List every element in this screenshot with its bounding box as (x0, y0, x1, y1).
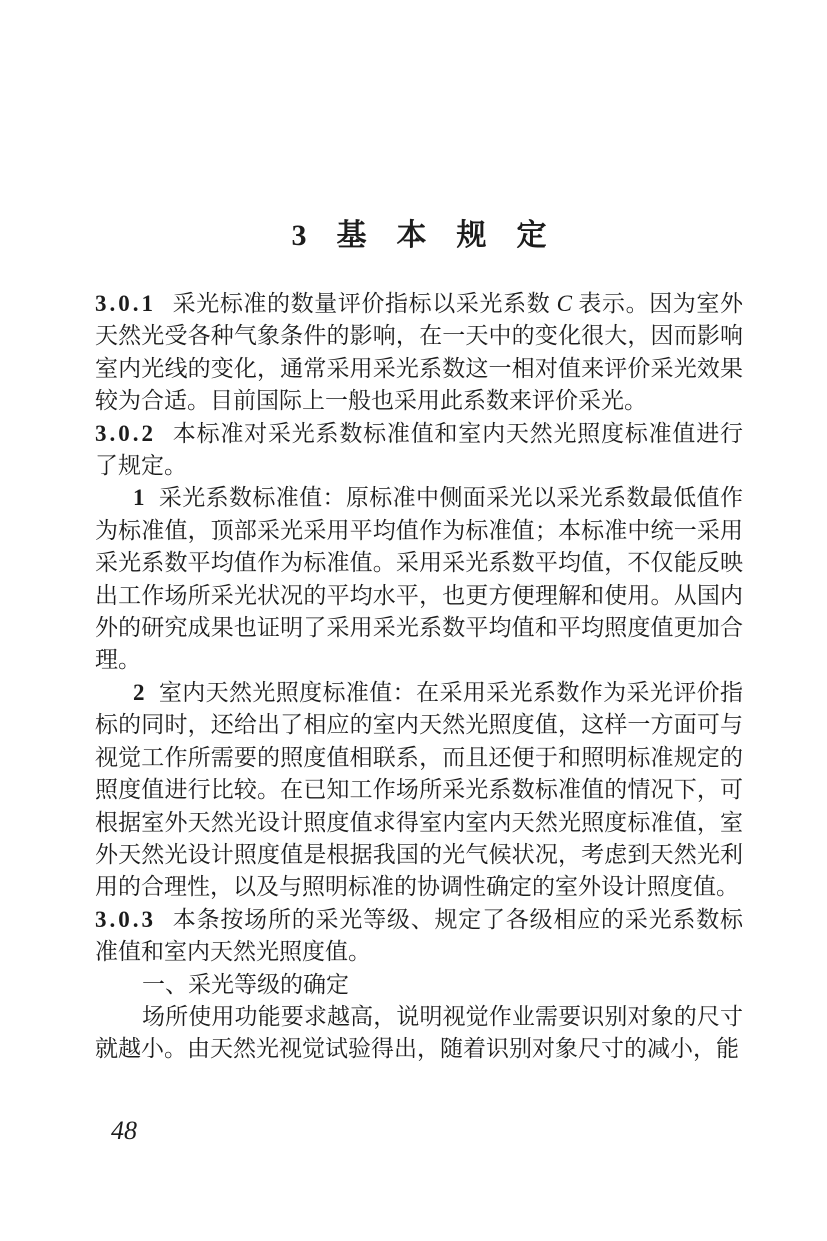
clause-2 (95, 677, 743, 904)
text-run: 本条按场所的采光等级、规定了各级相应的采光系数标准值和室内天然光照度值。 (95, 906, 743, 965)
chapter-title: 3 基 本 规 定 (291, 219, 547, 253)
text-run: 采光标准的数量评价指标以采光系数 (172, 291, 557, 316)
clause-number: 3.0.2 (95, 420, 156, 446)
clause-number: 3.0.3 (95, 906, 156, 932)
clause-3-0-3 (95, 904, 743, 969)
clause-3-0-1 (95, 288, 743, 418)
clause-3-0-2 (95, 418, 743, 483)
text-run: 一、采光等级的确定 (142, 971, 349, 997)
math-symbol: C (556, 291, 573, 316)
text-run: 本标准对采光系数标准值和室内天然光照度标准值进行了规定。 (95, 420, 743, 479)
clause-number: 3.0.1 (95, 291, 156, 316)
paragraph (95, 969, 743, 1001)
text-run: 室内天然光照度标准值：在采用采光系数作为采光评价指标的同时，还给出了相应的室内天然光照度值，这样一方面可与视觉工作所需要的照度值相联系，而且还便于和照明标准规定的照度值进行比较。在已知工作场所采光系数标准值的情况下，可根据室外天然光设计照度值求得室内室内天然光照度标准值，室外天然光设计照度值是根据我国的光气候状况，考虑到天然光利用的合理性，以及与照明标准的协调性确定的室外设计照度值。 (95, 679, 743, 900)
clause-1 (95, 482, 743, 676)
text-run: 表示。因为室外天然光受各种气象条件的影响，在一天中的变化很大，因而影响室内光线的变化，通常采用采光系数这一相对值来评价采光效果较为合适。目前国际上一般也采用此系数来评价采光。 (95, 291, 744, 414)
document-body (95, 288, 743, 1066)
clause-number: 1 (133, 485, 145, 511)
text-run: 采光系数标准值：原标准中侧面采光以采光系数最低值作为标准值，顶部采光采用平均值作为标准值；本标准中统一采用采光系数平均值作为标准值。采用采光系数平均值，不仅能反映出工作场所采光状况的平均水平，也更方便理解和使用。从国内外的研究成果也证明了采用采光系数平均值和平均照度值更加合理。 (95, 485, 743, 673)
page-number: 48 (111, 1116, 137, 1145)
clause-number: 2 (133, 679, 145, 705)
paragraph (95, 1001, 743, 1066)
text-run: 场所使用功能要求越高，说明视觉作业需要识别对象的尺寸就越小。由天然光视觉试验得出，随着识别对象尺寸的减小，能 (95, 1003, 743, 1062)
